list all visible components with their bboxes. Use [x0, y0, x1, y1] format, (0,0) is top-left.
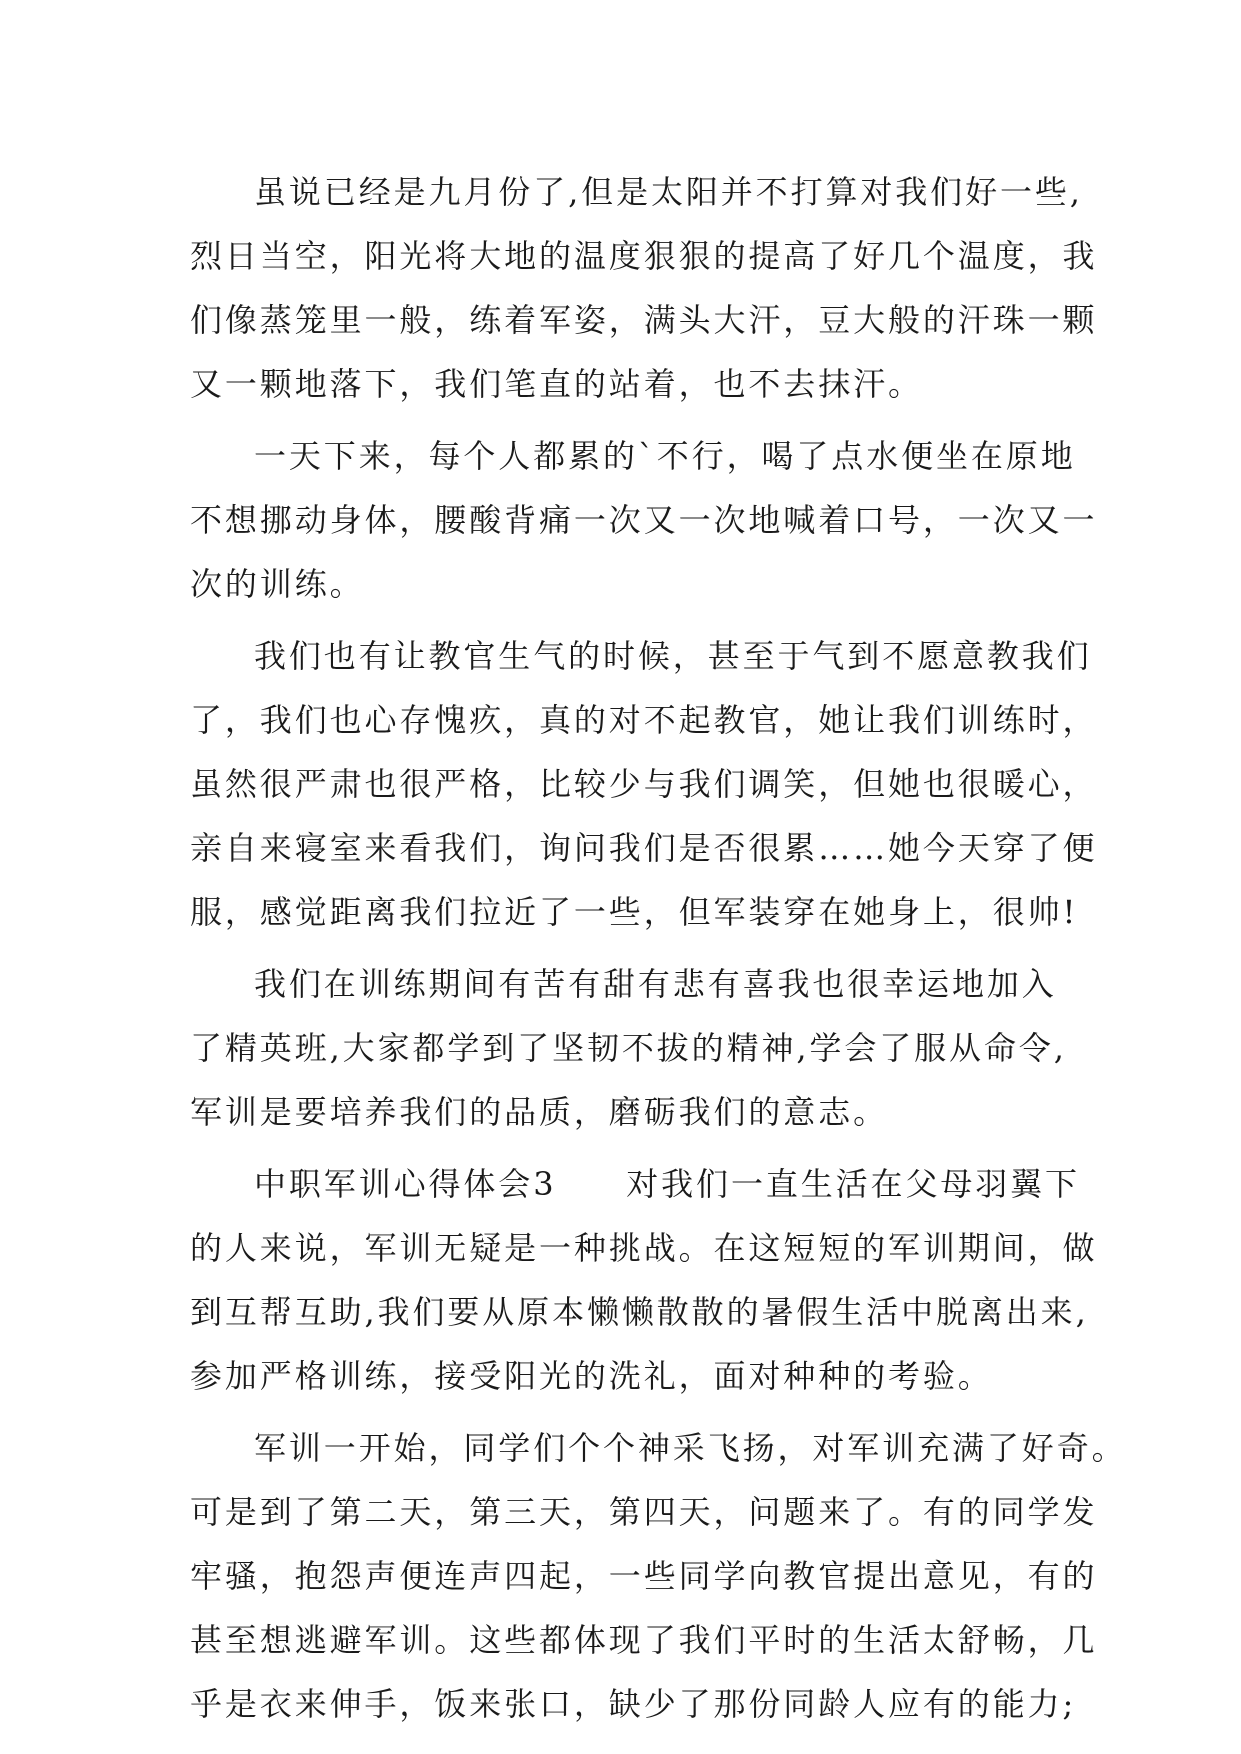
text-line: 到互帮互助,我们要从原本懒懒散散的暑假生活中脱离出来,: [190, 1293, 1089, 1331]
text-line: 参加严格训练，接受阳光的洗礼，面对种种的考验。: [190, 1357, 993, 1395]
text-line: 了，我们也心存愧疚，真的对不起教官，她让我们训练时，: [190, 701, 1098, 739]
text-line: 乎是衣来伸手，饭来张口，缺少了那份同龄人应有的能力;: [190, 1685, 1077, 1723]
text-line: 不想挪动身体，腰酸背痛一次又一次地喊着口号，一次又一: [190, 501, 1098, 539]
text-line: 中职军训心得体会3 对我们一直生活在父母羽翼下: [254, 1165, 1080, 1203]
text-line: 牢骚，抱怨声便连声四起，一些同学向教官提出意见，有的: [190, 1557, 1098, 1595]
text-line: 军训一开始，同学们个个神采飞扬，对军训充满了好奇。: [254, 1429, 1127, 1467]
text-line: 我们在训练期间有苦有甜有悲有喜我也很幸运地加入: [254, 965, 1057, 1003]
text-line: 军训是要培养我们的品质，磨砺我们的意志。: [190, 1093, 889, 1131]
text-line: 亲自来寝室来看我们，询问我们是否很累……她今天穿了便: [190, 829, 1098, 867]
text-line: 们像蒸笼里一般，练着军姿，满头大汗，豆大般的汗珠一颗: [190, 301, 1098, 339]
text-line: 次的训练。: [190, 565, 365, 603]
text-line: 甚至想逃避军训。这些都体现了我们平时的生活太舒畅，几: [190, 1621, 1098, 1659]
text-line: 烈日当空，阳光将大地的温度狠狠的提高了好几个温度，我: [190, 237, 1098, 275]
text-line: 我们也有让教官生气的时候，甚至于气到不愿意教我们: [254, 637, 1092, 675]
text-line: 虽然很严肃也很严格，比较少与我们调笑，但她也很暖心，: [190, 765, 1098, 803]
text-line: 又一颗地落下，我们笔直的站着，也不去抹汗。: [190, 365, 923, 403]
text-line: 一天下来，每个人都累的`不行，喝了点水便坐在原地: [254, 437, 1076, 475]
text-line: 的人来说，军训无疑是一种挑战。在这短短的军训期间，做: [190, 1229, 1098, 1267]
text-line: 了精英班,大家都学到了坚韧不拔的精神,学会了服从命令,: [190, 1029, 1067, 1067]
text-line: 虽说已经是九月份了,但是太阳并不打算对我们好一些,: [254, 173, 1083, 211]
text-line: 可是到了第二天，第三天，第四天，问题来了。有的同学发: [190, 1493, 1098, 1531]
text-line: 服，感觉距离我们拉近了一些，但军装穿在她身上，很帅!: [190, 893, 1079, 931]
